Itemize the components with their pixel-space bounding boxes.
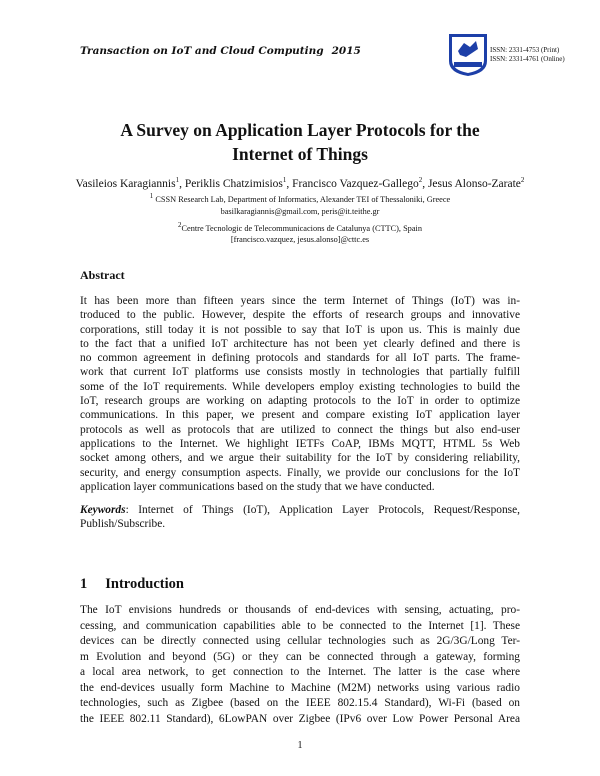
text-line: the IEEE 802.11 Standard), 6LowPAN over Zigbee (IPv6 over Low Power Personal Area xyxy=(80,712,520,725)
author-affiliation-mark: 2 xyxy=(520,176,525,184)
section-number: 1 xyxy=(80,576,88,592)
keywords xyxy=(80,503,520,532)
text-line: protocols as well as protocols that are utilized to connect the things but also end-user xyxy=(80,423,520,436)
author-name: Periklis Chatzimisios xyxy=(184,177,283,190)
text-line: m Evolution and beyond (5G) or they can be connected through a gateway, forming xyxy=(80,650,520,663)
text-line: socket among others, and we argue their suitability for the IoT by considering reliability, xyxy=(80,452,520,465)
abstract-heading: Abstract xyxy=(80,268,125,282)
keywords-text: Publish/Subscribe. xyxy=(80,518,166,531)
text-line: It has been more than fifteen years since the term Internet of Things (IoT) was in- xyxy=(80,295,520,307)
paper-title xyxy=(0,118,600,166)
text-line: communications. In this paper, we present and compare existing IoT application layer xyxy=(80,409,520,422)
text-line: some of the IoT requirements. While developers employ existing technologies to build the xyxy=(80,380,520,393)
text-line: troduced to the public. However, despite the efforts of research groups and innovative xyxy=(80,309,520,322)
text-line: a local area network, to get connection to the Internet. The latter is the case where xyxy=(80,666,520,678)
text-line: technologies, such as Zigbee (based on the IEEE 802.15.4 Standard), Wi-Fi (based on xyxy=(80,697,520,709)
publisher-logo-icon xyxy=(446,31,490,77)
author-affiliation-mark: 2 xyxy=(418,176,423,184)
title-line: Internet of Things xyxy=(232,144,368,164)
author-name: Jesus Alonso-Zarate xyxy=(427,177,521,190)
text-line: The IoT envisions hundreds or thousands of end-devices with sensing, actuating, pro- xyxy=(80,604,520,616)
page-number: 1 xyxy=(297,740,303,751)
keywords-text: : Internet of Things (IoT), Application Layer Protocols, Request/Response, xyxy=(125,504,520,516)
affiliation-2 xyxy=(0,221,600,233)
text-line: no common agreement in defining protocols and standards for all IoT parts. The frame- xyxy=(80,352,520,365)
affiliation-text: Centre Tecnologic de Telecommunicacions de Catalunya (CTTC), Spain xyxy=(181,223,422,233)
issn-block xyxy=(490,46,565,64)
author-name: Francisco Vazquez-Gallego xyxy=(292,177,419,190)
author-affiliation-mark: 1 xyxy=(175,176,180,184)
affiliation-mark: 2 xyxy=(178,221,182,229)
text-line: the end-devices usually form Machine to Machine (M2M) networks using various radio xyxy=(80,681,520,694)
issn-online: ISSN: 2331-4761 (Online) xyxy=(490,55,565,63)
text-line: security, and energy consumption aspects. Finally, we provide our conclusions for the IoT xyxy=(80,466,520,479)
author-list: Vasileios Karagiannis$^1$, Periklis Chatzimisios$^1$, Francisco Vazquez-Gallego$^2$, Jesus Alonso-Zarate$^2$ xyxy=(75,176,525,190)
author-affiliation-mark: 1 xyxy=(282,176,287,184)
text-line: IoT, research groups are working on adapting protocols to the IoT in order to optimize xyxy=(80,395,520,408)
text-line: application layer communications based on the study that we have conducted. xyxy=(80,480,435,493)
journal-year: 2015 xyxy=(331,45,361,57)
text-line: devices can be directly connected using cellular technologies such as 2G/3G/Long Ter- xyxy=(80,635,520,647)
abstract-body xyxy=(80,294,520,494)
text-line: corporations, still today it is not possible to say that IoT is upon us. This is mainly due xyxy=(80,323,520,336)
text-line: applications to the Internet. We highlight IETFs CoAP, IBMs MQTT, HTML 5s Web xyxy=(80,437,520,450)
section-title: Introduction xyxy=(105,576,184,592)
journal-name: Transaction on IoT and Cloud Computing xyxy=(80,45,324,57)
journal-header xyxy=(80,45,361,57)
email-line-1: basilkaragiannis@gmail.com, peris@it.teithe.gr xyxy=(220,207,380,216)
section-heading-introduction xyxy=(80,576,202,593)
affiliation-mark: 1 xyxy=(149,192,154,200)
author-name: Vasileios Karagiannis xyxy=(75,177,176,190)
text-line: to the fact that a unified IoT architecture has not been yet clearly defined and there is xyxy=(80,337,520,350)
issn-print: ISSN: 2331-4753 (Print) xyxy=(490,46,560,54)
text-line: cessing, and communication capabilities able to be connected to the Internet [1]. These xyxy=(80,619,520,632)
text-line: work that current IoT platforms use consists mostly in technologies that partially fulfill xyxy=(80,366,520,379)
introduction-body xyxy=(80,603,520,727)
email-line-2: [francisco.vazquez, jesus.alonso]@cttc.es xyxy=(230,235,370,244)
affiliation-1 xyxy=(0,192,600,204)
affiliation-text: CSSN Research Lab, Department of Informatics, Alexander TEI of Thessaloniki, Greece xyxy=(153,194,451,204)
keywords-label: Keywords xyxy=(80,504,126,516)
title-line: A Survey on Application Layer Protocols for the xyxy=(120,120,480,140)
